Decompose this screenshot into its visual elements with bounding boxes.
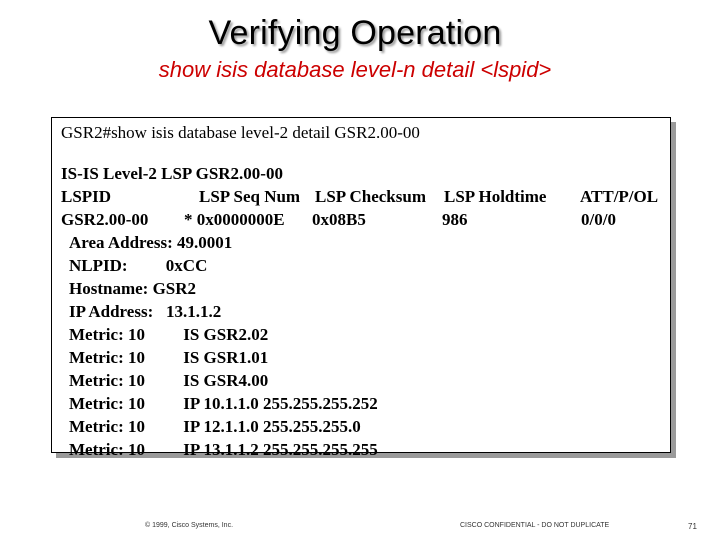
column-att-p-ol: ATT/P/OL <box>580 187 659 206</box>
column-checksum: LSP Checksum <box>315 187 426 206</box>
footer-confidential: CISCO CONFIDENTIAL - DO NOT DUPLICATE <box>460 522 610 529</box>
lsp-header-line: IS-IS Level-2 LSP GSR2.00-00 <box>61 164 283 183</box>
column-holdtime: LSP Holdtime <box>444 187 547 206</box>
detail-metric-line: Metric: 10 IP 12.1.1.0 255.255.255.0 <box>69 417 361 436</box>
detail-ip-address: IP Address: 13.1.1.2 <box>69 302 222 321</box>
column-lspid: LSPID <box>61 187 112 206</box>
cli-command: GSR2#show isis database level-2 detail GSR2.00-00 <box>61 123 420 142</box>
slide-title: Verifying Operation <box>208 14 502 52</box>
lsp-row-holdtime: 986 <box>442 210 468 229</box>
lsp-row-lspid: GSR2.00-00 <box>61 210 149 229</box>
detail-hostname: Hostname: GSR2 <box>69 279 197 298</box>
lsp-row-checksum: 0x08B5 <box>312 210 366 229</box>
detail-metric-line: Metric: 10 IP 13.1.1.2 255.255.255.255 <box>69 440 378 459</box>
detail-metric-line: Metric: 10 IS GSR2.02 <box>69 325 269 344</box>
cli-output-panel <box>51 117 671 459</box>
detail-metric-line: Metric: 10 IS GSR4.00 <box>69 371 269 390</box>
slide-subtitle: show isis database level-n detail <lspid> <box>158 57 552 82</box>
lsp-row-att-p-ol: 0/0/0 <box>581 210 616 229</box>
detail-area-address: Area Address: 49.0001 <box>69 233 233 252</box>
column-seq-num: LSP Seq Num <box>199 187 301 206</box>
detail-metric-line: Metric: 10 IS GSR1.01 <box>69 348 269 367</box>
detail-metric-line: Metric: 10 IP 10.1.1.0 255.255.255.252 <box>69 394 378 413</box>
detail-nlpid: NLPID: 0xCC <box>69 256 208 275</box>
page-number: 71 <box>688 522 697 531</box>
footer-copyright: © 1999, Cisco Systems, Inc. <box>145 522 234 529</box>
lsp-row-seq-num: * 0x0000000E <box>184 210 285 229</box>
